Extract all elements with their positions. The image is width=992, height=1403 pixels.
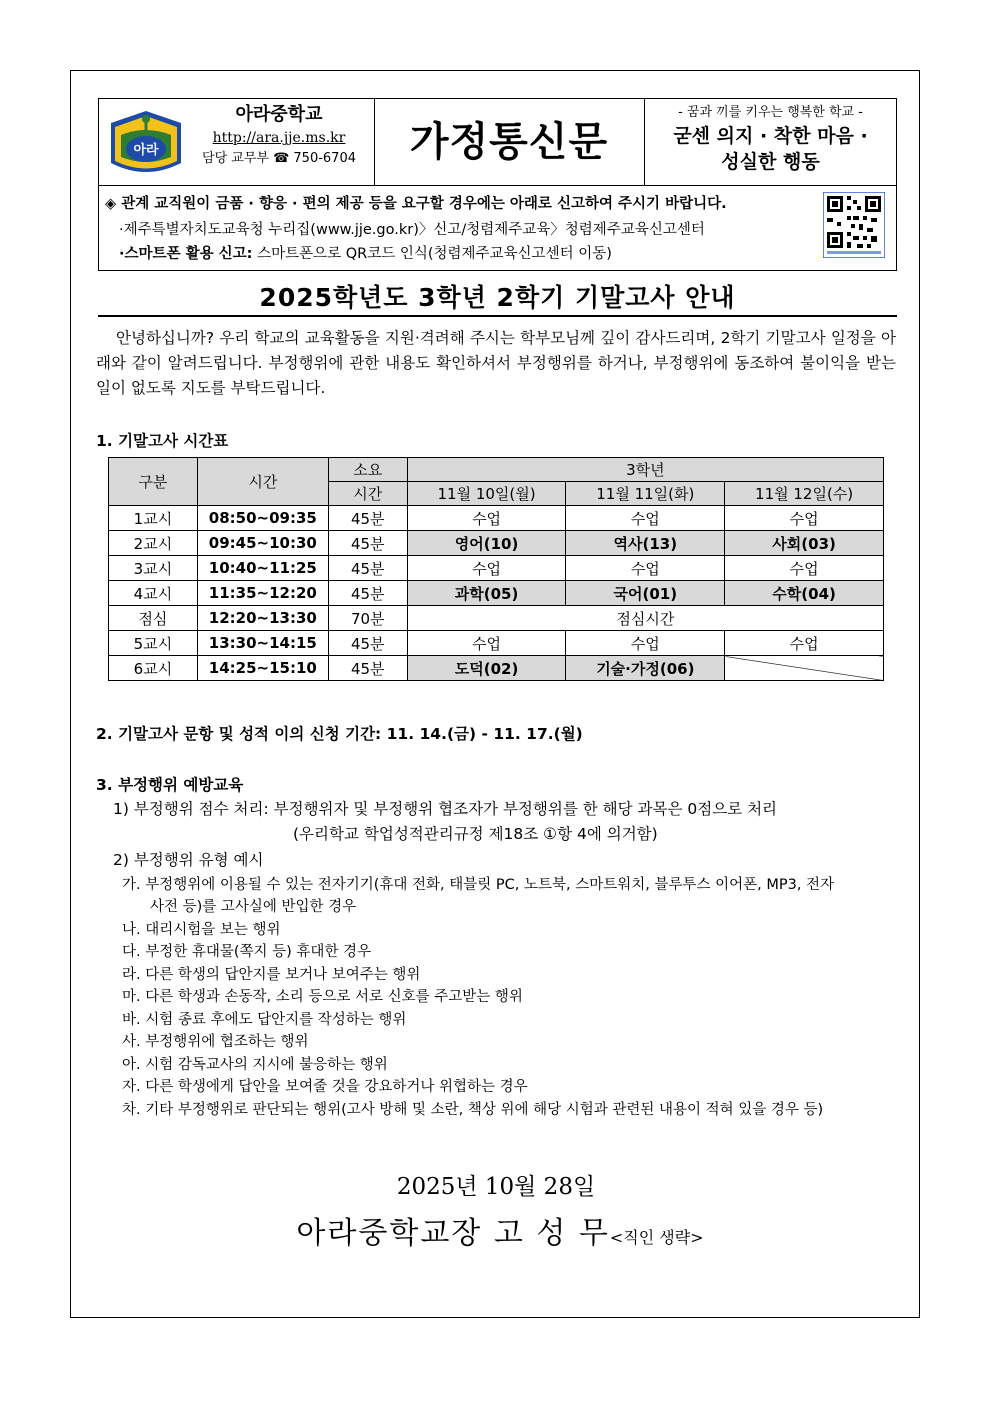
duration-cell: 45분 [328, 656, 407, 681]
day-2-cell: 수업 [566, 506, 725, 531]
time-cell: 12:20~13:30 [197, 606, 328, 631]
period-cell: 4교시 [109, 581, 198, 606]
list-item: 나. 대리시험을 보는 행위 [122, 922, 281, 938]
list-item: 마. 다른 학생과 손동작, 소리 등으로 서로 신호를 주고받는 행위 [122, 989, 523, 1005]
motto-subtitle: - 꿈과 끼를 키우는 행복한 학교 - [678, 105, 863, 120]
list-item: 아. 시험 감독교사의 지시에 불응하는 행위 [122, 1057, 388, 1073]
period-cell: 6교시 [109, 656, 198, 681]
period-cell: 3교시 [109, 556, 198, 581]
report-notice-line: ◈ 관계 교직원이 금품 · 향응 · 편의 제공 등을 요구할 경우에는 아래로 신고하여 주시기 바랍니다. [105, 196, 727, 212]
table-row [109, 506, 884, 531]
school-info [189, 103, 369, 169]
report-smartphone-line [119, 242, 612, 263]
header-top-row [99, 99, 896, 186]
list-item: 사. 부정행위에 협조하는 행위 [122, 1034, 309, 1050]
lunch-cell: 점심시간 [407, 606, 883, 631]
list-item: 차. 기타 부정행위로 판단되는 행위(고사 방해 및 소란, 책상 위에 해당 시험과 관련된 내용이 적혀 있을 경우 등) [122, 1102, 824, 1118]
period-cell: 1교시 [109, 506, 198, 531]
duration-cell: 70분 [328, 606, 407, 631]
seal-omitted-note: <직인 생략> [609, 1228, 704, 1247]
header-day-3: 11월 12일(수) [725, 482, 884, 506]
qr-code-icon[interactable] [823, 192, 885, 258]
newsletter-header [98, 98, 897, 271]
header-time: 시간 [197, 458, 328, 506]
header-duration-1: 소요 [328, 458, 407, 482]
period-cell: 2교시 [109, 531, 198, 556]
table-row [109, 531, 884, 556]
duration-cell: 45분 [328, 581, 407, 606]
list-item: 가. 부정행위에 이용될 수 있는 전자기기(휴대 전화, 태블릿 PC, 노트북, 스마트워치, 블루투스 이어폰, MP3, 전자 [122, 877, 835, 893]
report-notice [99, 186, 896, 270]
duration-cell: 45분 [328, 556, 407, 581]
day-3-cell: 수업 [725, 556, 884, 581]
table-row [109, 581, 884, 606]
table-row [109, 556, 884, 581]
exam-subject-cell: 수학(04) [725, 581, 884, 606]
day-3-cell: 수업 [725, 631, 884, 656]
school-motto [645, 99, 896, 185]
day-1-cell: 수업 [407, 506, 566, 531]
day-2-cell: 수업 [566, 556, 725, 581]
exam-subject-cell: 사회(03) [725, 531, 884, 556]
header-day-2: 11월 11일(화) [566, 482, 725, 506]
intro-paragraph: 안녕하십니까? 우리 학교의 교육활동을 지원·격려해 주시는 학부모님께 깊이 감사드리며, 2학기 기말고사 일정을 아래와 같이 알려드립니다. 부정행위에 관한 내용도 확인하셔서 부정행위를 하거나, 부정행위에 동조하여 불이익을 받는 일이 없도록 지도를 부탁드립니다. [96, 329, 896, 397]
motto-line-2: 성실한 행동 [721, 151, 820, 173]
cheating-types-heading: 2) 부정행위 유형 예시 [113, 851, 264, 869]
period-cell: 점심 [109, 606, 198, 631]
time-cell: 14:25~15:10 [197, 656, 328, 681]
newsletter-title: 가정통신문 [409, 119, 609, 165]
school-contact: 담당 교무부 ☎ 750-6704 [202, 151, 356, 166]
report-website-line: ·제주특별자치도교육청 누리집(www.jje.go.kr)〉신고/청렴제주교육〉청렴제주교육신고센터 [119, 222, 705, 238]
school-logo-icon [107, 105, 185, 179]
day-1-cell: 수업 [407, 631, 566, 656]
time-cell: 09:45~10:30 [197, 531, 328, 556]
exam-subject-cell: 영어(10) [407, 531, 566, 556]
report-smartphone-label: ·스마트폰 활용 신고: [119, 246, 253, 262]
header-grade: 3학년 [407, 458, 883, 482]
penalty-rule: 1) 부정행위 점수 처리: 부정행위자 및 부정행위 협조자가 부정행위를 한 해당 과목은 0점으로 처리 [113, 800, 778, 818]
header-duration-2: 시간 [328, 482, 407, 506]
school-url-link[interactable]: http://ara.jje.ms.kr [212, 130, 346, 146]
motto-line-1: 굳센 의지 · 착한 마음 · [673, 125, 868, 147]
table-row [109, 631, 884, 656]
section-3-heading: 3. 부정행위 예방교육 [96, 776, 244, 794]
table-row [109, 656, 884, 681]
list-item: 라. 다른 학생의 답안지를 보거나 보여주는 행위 [122, 967, 421, 983]
empty-diagonal-cell [725, 656, 884, 681]
period-cell: 5교시 [109, 631, 198, 656]
day-2-cell: 수업 [566, 631, 725, 656]
list-item: 자. 다른 학생에게 답안을 보여줄 것을 강요하거나 위협하는 경우 [122, 1079, 528, 1095]
school-name: 아라중학교 [235, 104, 323, 125]
time-cell: 08:50~09:35 [197, 506, 328, 531]
exam-subject-cell: 역사(13) [566, 531, 725, 556]
principal-name: 아라중학교장 고 성 무 [296, 1216, 610, 1251]
principal-signature [0, 1208, 992, 1252]
header-day-1: 11월 10일(월) [407, 482, 566, 506]
section-1-heading: 1. 기말고사 시간표 [96, 432, 229, 450]
day-1-cell: 수업 [407, 556, 566, 581]
logo-text: 아라 [133, 143, 159, 158]
duration-cell: 45분 [328, 506, 407, 531]
list-item: 사전 등)를 고사실에 반입한 경우 [150, 899, 357, 915]
exam-subject-cell: 국어(01) [566, 581, 725, 606]
section-2-heading: 2. 기말고사 문항 및 성적 이의 신청 기간: 11. 14.(금) - 11. 17.(월) [96, 725, 583, 743]
table-row [109, 606, 884, 631]
exam-timetable [108, 457, 884, 681]
list-item: 바. 시험 종료 후에도 답안지를 작성하는 행위 [122, 1012, 407, 1028]
list-item: 다. 부정한 휴대물(쪽지 등) 휴대한 경우 [122, 944, 372, 960]
penalty-rule-note: (우리학교 학업성적관리규정 제18조 ①항 4에 의거함) [293, 825, 658, 843]
report-smartphone-text: 스마트폰으로 QR코드 인식(청렴제주교육신고센터 이동) [252, 246, 612, 262]
time-cell: 10:40~11:25 [197, 556, 328, 581]
exam-subject-cell: 도덕(02) [407, 656, 566, 681]
time-cell: 13:30~14:15 [197, 631, 328, 656]
day-3-cell: 수업 [725, 506, 884, 531]
table-header-row [109, 458, 884, 482]
duration-cell: 45분 [328, 631, 407, 656]
header-period: 구분 [109, 458, 198, 506]
exam-subject-cell: 과학(05) [407, 581, 566, 606]
document-title: 2025학년도 3학년 2학기 기말고사 안내 [259, 283, 736, 312]
duration-cell: 45분 [328, 531, 407, 556]
exam-subject-cell: 기술·가정(06) [566, 656, 725, 681]
time-cell: 11:35~12:20 [197, 581, 328, 606]
title-underline [98, 315, 897, 317]
issue-date: 2025년 10월 28일 [396, 1174, 596, 1200]
